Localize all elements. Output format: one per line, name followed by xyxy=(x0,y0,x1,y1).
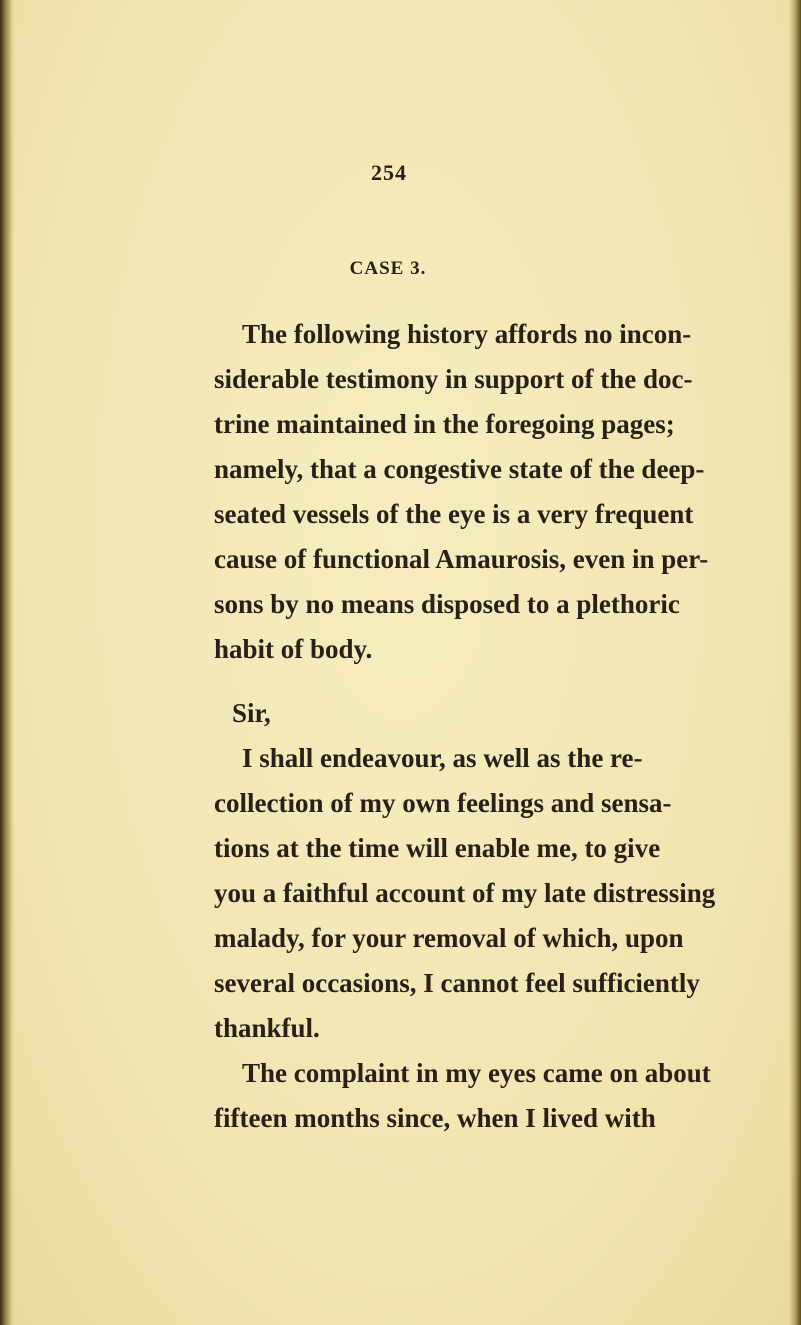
text-line: trine maintained in the foregoing pages; xyxy=(214,409,675,439)
page-binding-edge xyxy=(0,0,14,1325)
page-number: 254 xyxy=(371,160,407,185)
letter-salutation: Sir, xyxy=(232,698,271,728)
text-line: The following history affords no incon- xyxy=(242,319,692,349)
text-line: collection of my own feelings and sensa- xyxy=(214,788,672,818)
text-line: habit of body. xyxy=(214,634,373,664)
text-line: cause of functional Amaurosis, even in per- xyxy=(214,544,709,574)
text-line: malady, for your removal of which, upon xyxy=(214,923,684,953)
text-line: you a faithful account of my late distressing xyxy=(214,878,716,908)
text-line: fifteen months since, when I lived with xyxy=(214,1103,656,1133)
intro-paragraph xyxy=(214,312,714,672)
text-line: The complaint in my eyes came on about xyxy=(242,1058,711,1088)
case-heading: CASE 3. xyxy=(349,258,427,279)
text-line: namely, that a congestive state of the deep- xyxy=(214,454,705,484)
text-line: seated vessels of the eye is a very frequent xyxy=(214,499,694,529)
text-line: I shall endeavour, as well as the re- xyxy=(242,743,643,773)
letter-body xyxy=(214,736,714,1141)
page-outer-edge xyxy=(789,0,801,1325)
text-line: several occasions, I cannot feel sufficiently xyxy=(214,968,700,998)
text-line: thankful. xyxy=(214,1013,320,1043)
text-line: sons by no means disposed to a plethoric xyxy=(214,589,680,619)
text-line: siderable testimony in support of the doc- xyxy=(214,364,693,394)
text-line: tions at the time will enable me, to give xyxy=(214,833,661,863)
